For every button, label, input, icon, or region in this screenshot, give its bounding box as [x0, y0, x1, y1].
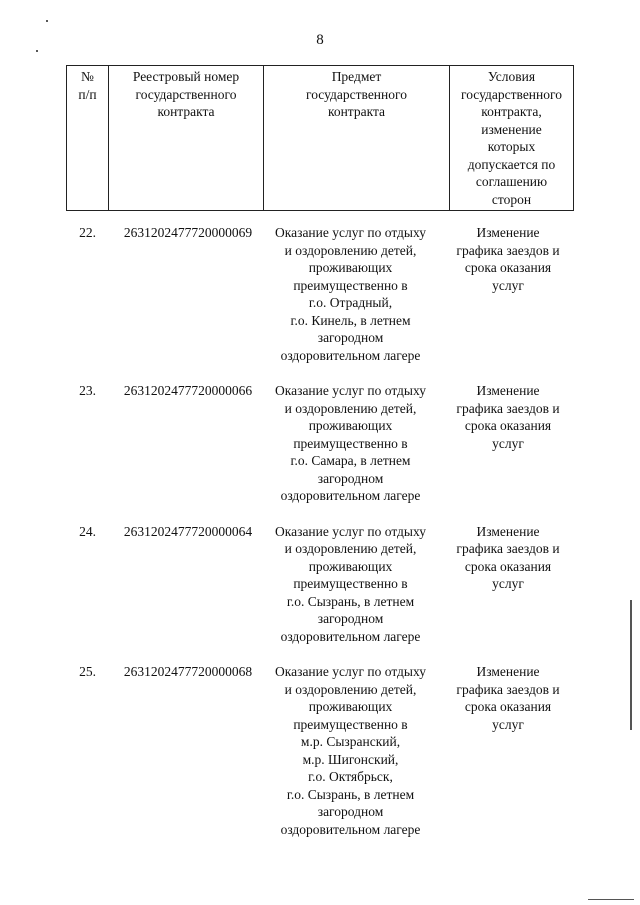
header-line: Предмет	[331, 69, 382, 84]
contract-condition-line: графика заездов и	[456, 681, 560, 697]
contract-subject	[262, 224, 439, 364]
registry-number: 2631202477720000066	[123, 383, 253, 398]
header-line: сторон	[491, 191, 532, 207]
contract-subject-line: оздоровительном лагере	[280, 821, 421, 837]
contract-subject-line: проживающих	[308, 699, 393, 714]
contract-subject-line: и оздоровлению детей,	[284, 242, 417, 258]
registry-number: 2631202477720000064	[123, 523, 253, 539]
contract-condition-line: Изменение	[476, 225, 540, 240]
scan-speck	[46, 20, 48, 22]
contract-subject-line: оздоровительном лагере	[280, 628, 421, 644]
contract-condition-line: Изменение	[476, 664, 540, 679]
contract-subject-line: проживающих	[308, 418, 393, 433]
header-line: №	[81, 69, 94, 84]
contract-subject-line: и оздоровлению детей,	[284, 541, 417, 556]
row-number: 23.	[79, 383, 96, 398]
header-contract-subject	[264, 66, 450, 211]
contract-condition-line: услуг	[492, 716, 524, 732]
contract-condition-line: графика заездов и	[456, 400, 560, 416]
contract-condition	[445, 523, 571, 593]
header-line: контракта	[157, 104, 215, 119]
header-line: соглашению	[475, 174, 548, 189]
contract-subject-line: г.о. Октябрьск,	[308, 769, 393, 784]
contract-condition	[445, 382, 571, 452]
scan-edge-mark	[588, 899, 634, 900]
contract-subject-line: г.о. Сызрань, в летнем	[286, 786, 415, 802]
contract-condition-line: срока оказания	[464, 699, 552, 714]
contract-subject-line: проживающих	[308, 260, 393, 275]
contract-subject-line: загородном	[317, 804, 384, 819]
header-line: допускается по	[467, 156, 556, 172]
header-line: Реестровый номер	[132, 69, 240, 84]
row-number: 22.	[79, 225, 96, 240]
contract-subject-line: Оказание услуг по отдыху	[275, 523, 426, 539]
contract-subject-line: преимущественно в	[293, 277, 408, 293]
contract-condition-line: услуг	[492, 576, 524, 591]
contracts-table-header	[66, 65, 574, 211]
header-line: государственного	[306, 86, 407, 102]
contract-subject-line: оздоровительном лагере	[280, 488, 421, 503]
contract-subject-line: преимущественно в	[293, 435, 408, 451]
header-line: контракта	[327, 104, 386, 119]
registry-number: 2631202477720000069	[123, 225, 253, 240]
header-line: Условия	[487, 69, 536, 84]
contract-condition-line: срока оказания	[464, 260, 552, 275]
contract-subject-line: преимущественно в	[293, 576, 408, 591]
contract-subject-line: загородном	[317, 611, 384, 626]
header-contract-conditions	[450, 66, 574, 211]
header-line: контракта,	[481, 104, 542, 119]
contract-subject-line: г.о. Отрадный,	[308, 295, 393, 310]
header-line: государственного	[135, 86, 237, 102]
contract-subject	[262, 523, 439, 646]
contract-subject	[262, 663, 439, 838]
scan-speck	[36, 50, 38, 52]
contract-subject-line: и оздоровлению детей,	[284, 681, 417, 697]
contract-subject-line: проживающих	[308, 558, 393, 574]
contract-subject-line: Оказание услуг по отдыху	[275, 664, 426, 679]
header-number	[67, 66, 109, 211]
contract-subject-line: и оздоровлению детей,	[284, 400, 417, 416]
contract-condition-line: срока оказания	[464, 558, 552, 574]
contract-condition	[445, 224, 571, 294]
registry-number: 2631202477720000068	[123, 664, 253, 679]
contract-condition-line: графика заездов и	[456, 242, 560, 258]
contract-subject-line: м.р. Сызранский,	[300, 734, 401, 749]
contract-condition-line: услуг	[492, 277, 524, 293]
header-line: п/п	[78, 86, 97, 102]
contract-subject-line: оздоровительном лагере	[280, 347, 421, 363]
row-number: 25.	[79, 664, 96, 679]
header-line: изменение	[481, 121, 542, 137]
contract-condition-line: Изменение	[476, 523, 540, 539]
contract-condition-line: срока оказания	[464, 418, 552, 433]
contract-subject-line: загородном	[317, 330, 384, 345]
header-line: которых	[487, 139, 536, 154]
contract-subject-line: г.о. Кинель, в летнем	[290, 312, 411, 328]
contract-subject-line: Оказание услуг по отдыху	[275, 225, 426, 240]
header-line: государственного	[461, 86, 562, 102]
header-registry-number	[109, 66, 264, 211]
contract-subject-line: Оказание услуг по отдыху	[275, 383, 426, 398]
contract-subject-line: г.о. Самара, в летнем	[290, 453, 411, 468]
contract-condition-line: услуг	[492, 435, 524, 451]
contract-subject-line: м.р. Шигонский,	[302, 751, 399, 767]
contract-subject-line: г.о. Сызрань, в летнем	[286, 593, 415, 609]
contract-condition	[445, 663, 571, 733]
contract-subject	[262, 382, 439, 505]
contract-condition-line: Изменение	[476, 383, 540, 398]
contract-condition-line: графика заездов и	[456, 541, 560, 556]
contract-subject-line: загородном	[317, 470, 384, 486]
row-number: 24.	[79, 523, 96, 539]
contract-subject-line: преимущественно в	[293, 716, 408, 732]
header-row	[67, 66, 574, 211]
page-number: 8	[316, 32, 324, 48]
scan-edge-mark	[630, 600, 632, 730]
